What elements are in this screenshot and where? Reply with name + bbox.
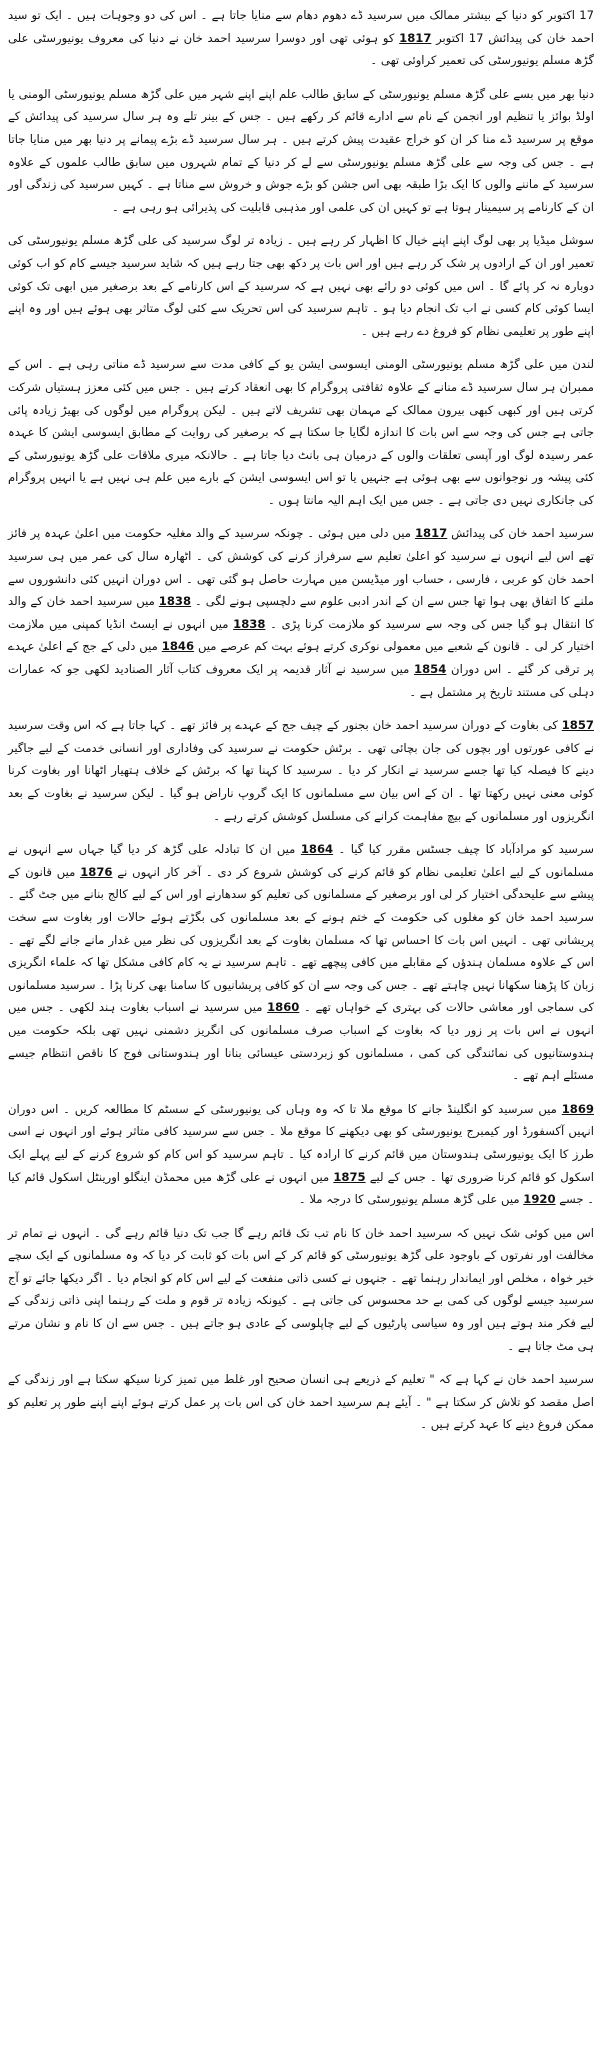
article-paragraph-3: سوشل میڈیا پر بھی لوگ اپنے اپنے خیال کا اظہار کر رہے ہیں ۔ زیادہ تر لوگ سرسید کی علی گڑھ مسلم یونیورسٹی کی تعمیر اور ان کے ارادوں پر شک کر رہے ہیں اور اس بات پر دکھ بھی جتا رہے ہیں کہ شاید سرسید جیسے کام کو اب کوئی دوبارہ نہ کر پائے گا ۔ اس میں کوئی دو رائے بھی نہیں ہے کہ سرسید کے اس کارنامے کے بعد برصغیر میں ابھی تک کوئی ایسا کوئی کام کسی نے اب تک انجام دیا ہو ۔ تاہم سرسید کی اس تحریک سے کئی لوگ متاثر بھی ہوئے ہیں اور وہ اپنے اپنے طور پر تعلیمی نظام کو فروغ دے رہے ہیں ۔ (8, 233, 595, 338)
year-highlight: 1846 (161, 639, 195, 654)
year-highlight: 1876 (80, 864, 113, 879)
year-highlight: 1838 (158, 594, 192, 609)
article-paragraph-7: سرسید کو مرادآباد کا چیف جسٹس مقرر کیا گیا ۔ 1864 میں ان کا تبادلہ علی گڑھ کر دیا گیا جہاں سے انہوں نے مسلمانوں کے لیے اعلیٰ تعلیمی نظام کو قائم کرنے کی کوشش شروع کر دی ۔ آخر کار انہوں نے 1876 میں قانون کے پیشے سے علیحدگی اختیار کر لی اور برصغیر کے مسلمانوں کی تعلیم کو سدھارنے اور اس کے لیے کالج بنانے میں جٹ گئے ۔ سرسید احمد خان کو مغلوں کی حکومت کے ختم ہونے کے بعد مسلمانوں کی بگڑتے ہوئے حالات اور بغاوت سے سخت پریشانی تھی ۔ انہیں اس بات کا احساس تھا کہ مسلمان بغاوت کے بعد انگریزوں کی نظر میں غدار مانے جانے لگے تھے ۔ اس کے علاوہ مسلمان ہندؤں کے مقابلے میں کافی پیچھے تھے ۔ تاہم سرسید نے یہ کام کافی مشکل تھا کہ علماء انگریزی زبان کا پڑھنا سکھانا نہیں چاہتے تھے ۔ جس کی وجہ سے ان کو کافی پریشانیوں کا سامنا بھی کرنا پڑا ۔ سرسید مسلمانوں کی سماجی اور معاشی حالات کی بہتری کے خواہاں تھے ۔ 1860 میں سرسید نے اسباب بغاوت ہند لکھی ۔ جس میں انہوں نے اس بات پر زور دیا کہ بغاوت کے اسباب صرف مسلمانوں کی انگریز دشمنی نہیں تھی بلکہ حکومت میں ہندوستانیوں کی نمائندگی کی کمی ، مسلمانوں کو زبردستی عیسائی بنانا اور ہندوستانی فوج کا ناقص انتظام جیسے مسئلے اہم تھے ۔ (8, 842, 594, 1083)
article-paragraph-6: 1857 کی بغاوت کے دوران سرسید احمد خان بجنور کے چیف جج کے عہدے پر فائز تھے ۔ کہا جاتا ہے کہ اس وقت سرسید نے کافی عورتوں اور بچوں کی جان بچائی تھی ۔ برٹش حکومت نے سرسید کی وفاداری اور انسانی خدمت کے لیے جاگیر دینے کا فیصلہ کیا تھا جسے سرسید نے انکار کر دیا ۔ سرسید کا کہنا تھا کہ برٹش کے خلاف ہتھیار اٹھانا اور بغاوت کرنا کوئی معنی نہیں رکھتا تھا ۔ ان کے اس بیان سے مسلمانوں کا ایک گروپ ناراض ہو گیا ۔ لیکن سرسید نے بغاوت کے بعد انگریزوں اور مسلمانوں کے بیچ مفاہمت کرانے کی مسلسل کوشش کرتے رہے ۔ (8, 718, 594, 823)
article-paragraph-10: سرسید احمد خان نے کہا ہے کہ " تعلیم کے ذریعے ہی انسان صحیح اور غلط میں تمیز کرنا سیکھ سکتا ہے اور زندگی کے اصل مقصد کو تلاش کر سکتا ہے " ۔ آیئے ہم سرسید احمد خان کی اس بات پر عمل کرتے ہوئے اپنے اپنے طور پر تعلیم کو ممکن فروغ دینے کا عہد کرتے ہیں ۔ (8, 1372, 594, 1432)
year-highlight: 1854 (414, 662, 447, 677)
year-highlight: 1857 (561, 718, 594, 733)
year-highlight: 1838 (233, 616, 266, 631)
article-paragraph-9: اس میں کوئی شک نہیں کہ سرسید احمد خان کا نام تب تک قائم رہے گا جب تک دنیا قائم رہے گی ۔ انہوں نے تمام تر مخالفت اور نفرتوں کے باوجود علی گڑھ یونیورسٹی کو قائم کر کے اس بات کو ثابت کر دیا کہ وہ مسلمانوں کے ایک سچے خیر خواہ ، مخلص اور ایماندار رہنما تھے ۔ جنہوں نے کسی ذاتی منفعت کے لیے اس کام کو انجام دیا ۔ اگر دیکھا جائے تو آج سرسید جیسے لوگوں کی کمی بے حد محسوس کی جاتی ہے ۔ کیونکہ زیادہ تر قوم و ملت کے رہنما اپنی ذاتی زندگی کے لیے فکر مند ہوتے ہیں اور وہ سیاسی پارٹیوں کے لیے چاپلوسی کے عادی ہو جاتے ہیں ۔ جس سے ان کا نام و نشان مرتے ہی مٹ جاتا ہے ۔ (8, 1225, 594, 1353)
article-paragraph-5: سرسید احمد خان کی پیدائش 1817 میں دلی میں ہوئی ۔ چونکہ سرسید کے والد مغلیہ حکومت میں اعلیٰ عہدہ پر فائز تھے اس لیے انہوں نے سرسید کو اعلیٰ تعلیم سے سرفراز کرنے کی کوشش کی ۔ اٹھارہ سال کی عمر میں ہی سرسید احمد خان کو عربی ، فارسی ، حساب اور میڈیسن میں مہارت حاصل ہو گئی تھی ۔ اس دوران انہیں کئی دانشوروں سے ملنے کا اتفاق بھی ہوا تھا جس سے ان کے اندر ادبی علوم سے دلچسپی ہونے لگی ۔ 1838 میں سرسید احمد خان کے والد کا انتقال ہو گیا جس کی وجہ سے سرسید کو ملازمت کرنا پڑی ۔ 1838 میں انہوں نے ایسٹ انڈیا کمپنی میں ملازمت اختیار کر لی ۔ قانون کے شعبے میں معمولی نوکری کرتے ہوئے بہت کم عرصے میں 1846 میں دلی کے جج کے اعلیٰ عہدے پر ترقی کر گئے ۔ اس دوران 1854 میں سرسید نے آثار قدیمہ پر ایک معروف کتاب آثار الصنادید لکھی جو کہ عمارات دہلی کی مستند تاریخ پر مشتمل ہے ۔ (8, 526, 595, 699)
year-highlight: 1920 (523, 1192, 556, 1207)
year-highlight: 1860 (267, 1000, 300, 1015)
article-paragraph-2: دنیا بھر میں بسے علی گڑھ مسلم یونیورسٹی کے سابق طالب علم اپنے اپنے شہر میں علی گڑھ مسلم یونیورسٹی الومنی یا اولڈ بوائز یا تنظیم اور انجمن کے نام سے ادارے قائم کر رکھے ہیں ۔ جس کے بینر تلے وہ ہر سال سرسید کی پیدائش کے موقع پر سرسید ڈے منا کر ان کو خراج عقیدت پیش کرتے ہیں ۔ ہر سال سرسید ڈے بڑے پیمانے پر دنیا بھر میں منایا جاتا ہے ۔ جس کی وجہ سے علی گڑھ مسلم یونیورسٹی سے لے کر دنیا کے تمام شہروں میں سابق طالب علموں کے علاوہ سرسید کے ماننے والوں کا ایک بڑا طبقہ بھی اس جشن کو بڑے جوش و خروش سے مناتا ہے ۔ کہیں سرسید کی زندگی اور ان کے کارنامے پر سیمینار ہوتا ہے تو کہیں ان کی علمی اور مذہبی قابلیت کی پذیرائی ہو رہی ہے ۔ (8, 86, 594, 214)
year-highlight: 1817 (414, 526, 448, 541)
year-highlight: 1869 (561, 1101, 594, 1116)
article-paragraph-4: لندن میں علی گڑھ مسلم یونیورسٹی الومنی ایسوسی ایشن یو کے کافی مدت سے سرسید ڈے مناتی رہی ہے ۔ اس کے ممبران ہر سال سرسید ڈے منانے کے علاوہ ثقافتی پروگرام کا بھی انعقاد کرتے ہیں ۔ جس میں کئی معزز ہستیاں شرکت کرتی ہیں اور کبھی کبھی بیرون ممالک کے مہمان بھی تشریف لاتے ہیں ۔ لیکن پروگرام میں لوگوں کی بھیڑ زیادہ پائی جاتی ہے جس کی وجہ سے اس بات کا اندازہ لگایا جا سکتا ہے کہ برصغیر کی روایت کے مطابق ایسوسی ایشن کا عہدہ عمر رسیدہ لوگ اور آپسی تعلقات والوں کے درمیان ہی بانٹ دیا جاتا ہے ۔ حالانکہ میری ملاقات علی گڑھ یونیورسٹی کے کئی پیشہ ور نوجوانوں سے بھی ہوئی ہے جنہیں یا تو اس ایسوسی ایشن کے بارے میں علم ہی نہیں ہے یا انہیں پروگرام کی جانکاری نہیں دی جاتی ہے ۔ جس میں ایک اہم الیہ مانتا ہوں ۔ (8, 357, 594, 507)
year-highlight: 1817 (399, 30, 432, 45)
year-highlight: 1875 (333, 1169, 366, 1184)
article-paragraph-8: 1869 میں سرسید کو انگلینڈ جانے کا موقع ملا تا کہ وہ وہاں کی یونیورسٹی کے سسٹم کا مطالعہ کریں ۔ اس دوران انہیں آکسفورڈ اور کیمبرج یونیورسٹی کو بھی دیکھنے کا موقع ملا ۔ جس سے سرسید کافی متاثر ہوئے اور انہوں نے اسی طرز کا ایک یونیورسٹی ہندوستان میں قائم کرنے کا ارادہ کیا ۔ تاہم سرسید کو اس کام کو شروع کرنے کے لیے پہلے ایک اسکول کو قائم کرنا ضروری تھا ۔ جس کے لیے 1875 میں انہوں نے علی گڑھ میں محمڈن اینگلو اورینٹل اسکول قائم کیا ۔ جسے 1920 میں علی گڑھ مسلم یونیورسٹی کا درجہ ملا ۔ (8, 1101, 594, 1207)
year-highlight: 1864 (300, 842, 334, 857)
article-paragraph-1: 17 اکتوبر کو دنیا کے بیشتر ممالک میں سرسید ڈے دھوم دھام سے منایا جاتا ہے ۔ اس کی دو وجوہات ہیں ۔ ایک تو سید احمد خان کی پیدائش 17 اکتوبر 1817 کو ہوئی تھی اور دوسرا سرسید احمد خان نے دنیا کی معروف یونیورسٹی علی گڑھ مسلم یونیورسٹی کی تعمیر کراوئی تھی ۔ (8, 8, 594, 68)
